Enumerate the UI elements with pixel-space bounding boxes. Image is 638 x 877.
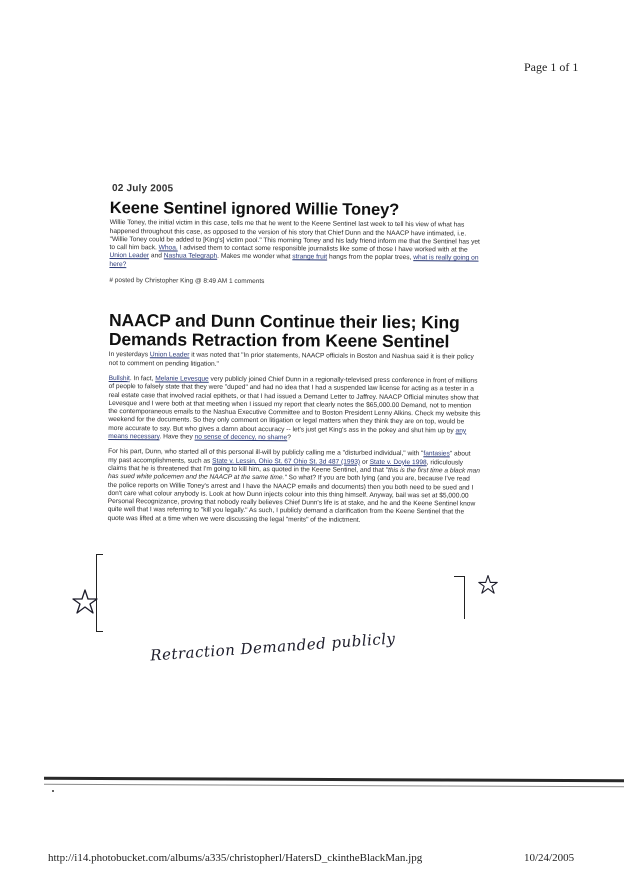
- text-run: In yesterdays: [108, 351, 150, 359]
- post-body-paragraph: [108, 448, 481, 525]
- link-union-leader[interactable]: Union Leader: [109, 252, 150, 260]
- text-run: I advised them to contact some responsible journalists like some of those I have worked with at the: [177, 244, 468, 254]
- text-run: ?: [287, 434, 291, 442]
- post-title-keene-sentinel: Keene Sentinel ignored Willie Toney?: [109, 199, 400, 220]
- link-any-means-necessary[interactable]: any means necessary: [108, 427, 467, 441]
- quoted-statement: "this is the first time a black man has sued white policemen and the NAACP at the same time.": [107, 466, 481, 482]
- post-meta: # posted by Christopher King @ 8:49 AM 1 comments: [109, 277, 265, 286]
- post-body-paragraph: [109, 219, 481, 271]
- printed-blog-page: [108, 185, 482, 533]
- text-run: . Have they: [159, 433, 195, 441]
- text-run: Willie Toney, the initial victim in this case, tells me that he went to the Keene Sentinel last week to tell his view of what has happened throughout this case, as opposed to the version of his story that Chief Dunn and the NAACP have intimated, i.e. "Willie Toney could be added to [King's] victim pool." This morning Toney and his lady friend inform me that the Sentinel has yet to call him back.: [109, 219, 480, 252]
- scan-bottom-edge-shadow: [44, 784, 624, 788]
- link-union-leader-2[interactable]: Union Leader: [149, 351, 190, 359]
- handwritten-note: Retraction Demanded publicly: [149, 629, 397, 665]
- post-title-naacp-dunn: NAACP and Dunn Continue their lies; King Demands Retraction from Keene Sentinel: [108, 310, 460, 352]
- text-run: it was noted that "In prior statements, NAACP officials in Boston and Nashua said it is their policy not to comment on pending litigation.": [108, 351, 474, 368]
- text-run: So what? If you are both lying (and you are, because I've read the police reports on Willie Toney's arrest and I have the NAACP emails and documents) then you both need to be sued and I don't care what colour anybody is. Look at how Dunn injects colour into this thing himself. Anyway, bail was set at $5,000.00 Personal Recognizance, proving that nobody really believes Chief Dunn's life is at stake, and he and the Keene Sentinel know quite well that I was referring to "kill you legally." As such, I publicly demand a clarification from the Keene Sentinel that the quote was lifted at a time when we were discussing the legal "merits" of the indictment.: [107, 474, 476, 524]
- handwritten-star-icon: [478, 574, 498, 594]
- text-run: or: [360, 458, 370, 466]
- footer-url: http://i14.photobucket.com/albums/a335/christopherl/HatersD_ckintheBlackMan.jpg: [48, 852, 423, 864]
- post-date: 02 July 2005: [111, 183, 174, 195]
- scan-bottom-edge: [44, 777, 624, 783]
- text-run: . Makes me wonder what: [217, 253, 293, 261]
- post-body-paragraph: [109, 351, 481, 370]
- handwritten-bracket-right: [454, 576, 465, 619]
- text-run: very publicly joined Chief Dunn in a regionally-televised press conference in front of millions of people to falsely state that they were "duped" and had no idea that I had a suspended law license for acting as a tester in a real estate case that involved racial epithets, or that I had issued a Demand Letter to Jaffrey. NAACP Official minutes show that Levesque and I were both at that meeting when I issued my report that clearly notes the $65,000.00 Demand, not to mention the contemporaneous emails to the Nashua Executive Committee and to Boston President Lenny Alkins. Check my website this weekend for the documents. So they only comment on litigation or legal matters when they think they are on top, would be more accurate to say. But who gives a damn about accuracy -- let's just get King's ass in the pokey and shut him up by: [108, 375, 481, 435]
- text-run: hangs from the poplar trees,: [327, 254, 414, 262]
- link-strange-fruit[interactable]: strange fruit: [292, 253, 328, 262]
- text-run: . In fact,: [129, 375, 156, 383]
- link-melanie-levesque[interactable]: Melanie Levesque: [155, 375, 209, 383]
- link-fantasies[interactable]: fantasies: [423, 450, 450, 458]
- text-run: " about my past accomplishments, such as: [108, 450, 471, 465]
- link-what-is-really-going-on[interactable]: what is really going on here?: [109, 254, 479, 268]
- scan-speck: [52, 790, 54, 792]
- footer-date: 10/24/2005: [524, 852, 575, 864]
- link-nashua-telegraph[interactable]: Nashua Telegraph: [163, 252, 218, 261]
- post-body-paragraph: [108, 375, 480, 444]
- link-state-v-doyle[interactable]: State v. Doyle 1998: [369, 458, 427, 466]
- text-run: , ridiculously claims that he is threatened that I'm going to kill him, as quoted in the Keene Sentinel, and that: [107, 458, 464, 474]
- link-no-sense-of-decency[interactable]: no sense of decency, no shame: [194, 433, 288, 442]
- handwritten-star-icon: [72, 588, 98, 614]
- link-whoa[interactable]: Whoa.: [158, 244, 178, 252]
- link-bullshit[interactable]: Bullshit: [108, 374, 130, 383]
- text-run: and: [149, 252, 164, 260]
- text-run: For his part, Dunn, who started all of this personal ill-will by publicly calling me a "disturbed individual," with ": [108, 448, 424, 458]
- link-state-v-lessin[interactable]: State v. Lessin, Ohio St. 67 Ohio St. 3d 487 (1993): [212, 457, 361, 466]
- page-number-label: Page 1 of 1: [524, 60, 579, 74]
